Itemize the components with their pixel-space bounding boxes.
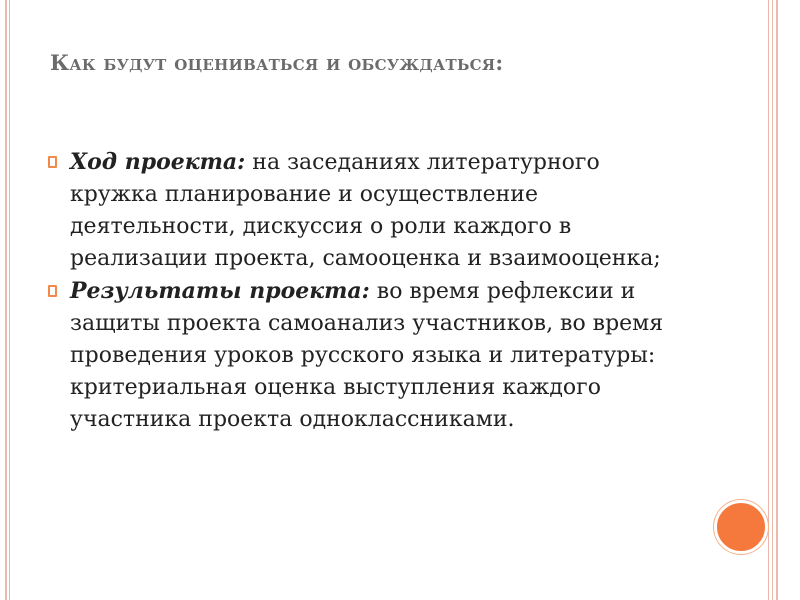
orange-circle-icon xyxy=(714,500,768,554)
bullet-list xyxy=(48,146,688,436)
bullet-item-progress xyxy=(48,146,688,275)
bullet-item-results xyxy=(48,275,688,436)
bullet-text: на заседаниях литературного кружка планирование и осуществление деятельности, дискуссия о роли каждого в реализации проекта, самооценка и взаимооценка; xyxy=(70,150,661,271)
left-border-line xyxy=(5,0,7,600)
right-border-line-inner xyxy=(768,0,769,600)
bullet-lead: Ход проекта: xyxy=(70,149,246,175)
right-border-line-middle xyxy=(772,0,773,600)
left-border-line-thin xyxy=(9,0,10,600)
square-outline-bullet-icon xyxy=(48,285,57,297)
bullet-text: во время рефлексии и защиты проекта самоанализ участников, во время проведения уроков русского языка и литературы: критериальная оценка выступления каждого участника проекта одноклассниками. xyxy=(70,279,664,432)
right-border-line-outer xyxy=(776,0,778,600)
bullet-lead: Результаты проекта: xyxy=(70,278,370,304)
slide-title: Как будут оцениваться и обсуждаться: xyxy=(50,50,504,75)
square-outline-bullet-icon xyxy=(48,156,57,168)
